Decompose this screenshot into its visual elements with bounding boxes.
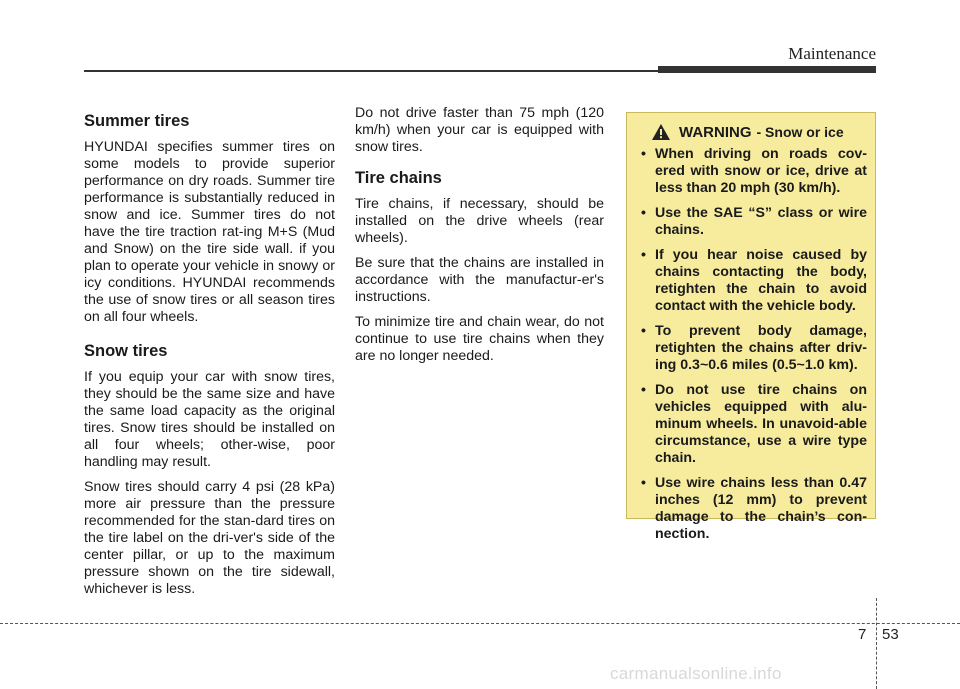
page-number: 53 [882, 626, 899, 643]
snow-tires-paragraph-2: Snow tires should carry 4 psi (28 kPa) more air pressure than the pressure recommended for the stan-dard tires on the tire label on the dri-ver's side of the center pillar, or up to the maximum pressure shown on the tire sidewall, whichever is less. [84, 479, 335, 597]
header-rule [84, 70, 660, 72]
section-title: Maintenance [788, 44, 876, 63]
footer-divider [876, 598, 877, 689]
left-column [84, 111, 335, 606]
chapter-number: 7 [858, 626, 867, 643]
tire-chains-paragraph-1: Tire chains, if necessary, should be installed on the drive wheels (rear wheels). [355, 196, 604, 246]
middle-column [355, 105, 604, 373]
snow-tires-paragraph-1: If you equip your car with snow tires, they should be the same size and have the same load capacity as the original tires. Snow tires should be installed on all four wheels; other-wise, poor handling may result. [84, 369, 335, 470]
warning-header [641, 123, 867, 141]
tire-chains-heading: Tire chains [355, 169, 442, 187]
warning-item: • If you hear noise caused by chains contacting the body, retighten the chain to avoid contact with the vehicle body. [641, 247, 867, 315]
warning-triangle-icon [651, 123, 671, 141]
warning-item: • When driving on roads cov-ered with snow or ice, drive at less than 20 mph (30 km/h). [641, 146, 867, 197]
warning-item: • Do not use tire chains on vehicles equipped with alu-minum wheels. In unavoid-able circumstance, use a wire type chain. [641, 382, 867, 467]
footer-rule [0, 623, 960, 624]
watermark: carmanualsonline.info [610, 664, 782, 683]
warning-item: • Use wire chains less than 0.47 inches (12 mm) to prevent damage to the chain’s con-nection. [641, 475, 867, 543]
warning-box [626, 112, 876, 542]
warning-item: • Use the SAE “S” class or wire chains. [641, 205, 867, 239]
header-bar [658, 66, 876, 73]
warning-label: WARNING [679, 123, 752, 141]
summer-tires-heading: Summer tires [84, 112, 190, 130]
warning-item: • To prevent body damage, retighten the chains after driv-ing 0.3~0.6 miles (0.5~1.0 km). [641, 323, 867, 374]
tire-chains-paragraph-3: To minimize tire and chain wear, do not continue to use tire chains when they are no longer needed. [355, 314, 604, 364]
summer-tires-paragraph: HYUNDAI specifies summer tires on some models to provide superior performance on dry roads. Summer tire performance is substantially reduced in snow and ice. Summer tires do not have the tire traction rat-ing M+S (Mud and Snow) on the tire side wall. if you plan to operate your vehicle in snowy or icy conditions. HYUNDAI recommends the use of snow tires or all season tires on all four wheels. [84, 139, 335, 325]
warning-subtitle: - Snow or ice [756, 123, 844, 140]
tire-chains-paragraph-2: Be sure that the chains are installed in accordance with the manufactur-er's instructions. [355, 255, 604, 305]
speed-limit-paragraph: Do not drive faster than 75 mph (120 km/h) when your car is equipped with snow tires. [355, 105, 604, 155]
snow-tires-heading: Snow tires [84, 342, 168, 360]
warning-list [641, 146, 867, 543]
